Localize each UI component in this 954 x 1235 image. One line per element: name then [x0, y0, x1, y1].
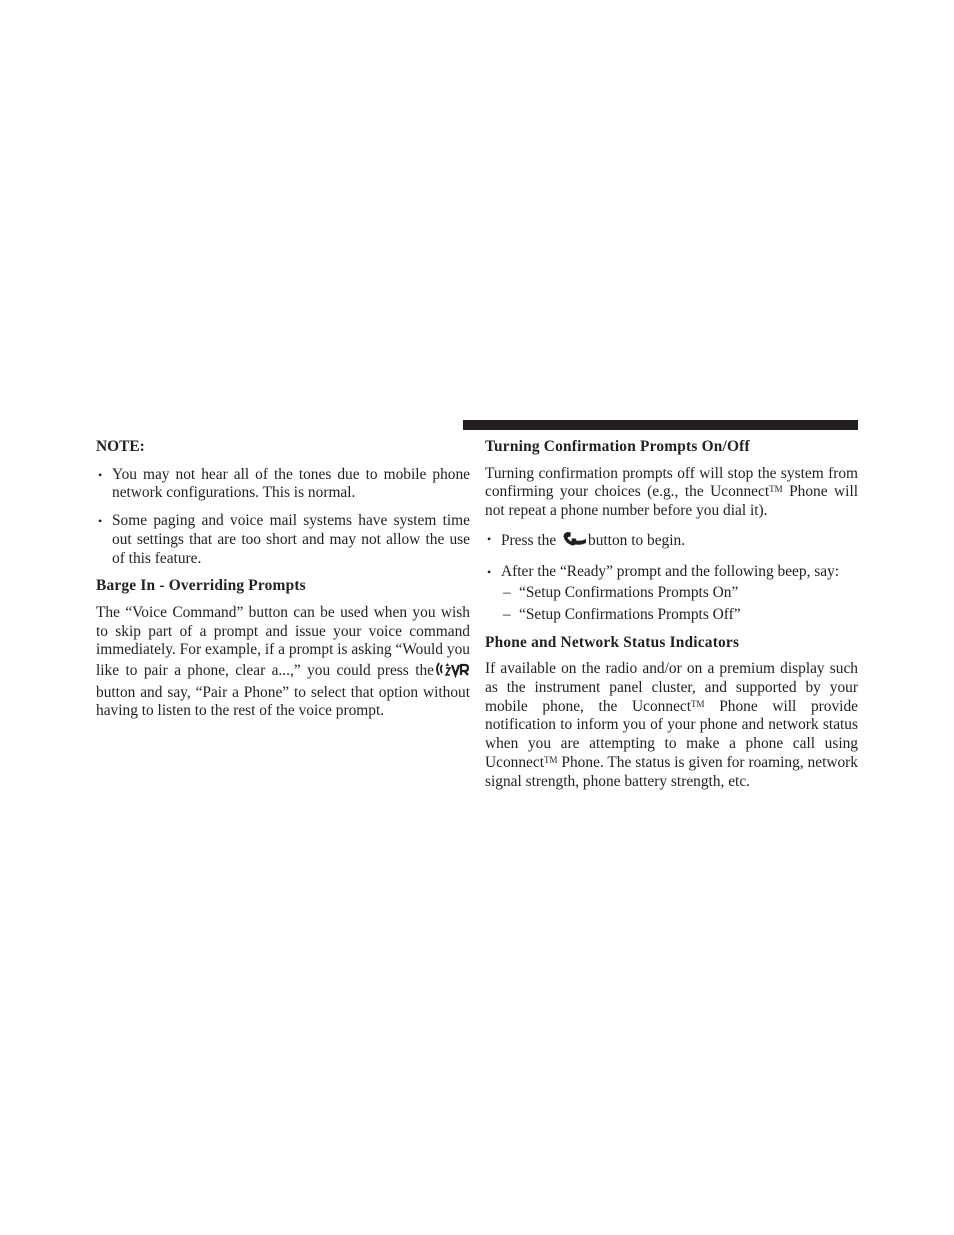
phone-handset-icon [560, 530, 588, 554]
confirm-text-2: Phone will not repeat a phone number before you dial it). [485, 483, 859, 520]
to-begin-text: button to begin. [588, 531, 686, 549]
status-text-2: Phone will provide notification to inform you of your phone and network status when you are attempting to make a phone call using Uconnect [485, 697, 858, 771]
step-after-ready: • After the “Ready” prompt and the following beep, say: [485, 563, 858, 582]
note-item-2: • Some paging and voice mail systems have system time out settings that are too short and may not allow the use of this feature. [96, 512, 470, 568]
voice-command-vr-icon [434, 660, 470, 684]
right-column [485, 438, 858, 800]
trademark-symbol: TM [769, 484, 783, 495]
trademark-symbol: TM [543, 754, 558, 765]
status-indicators-paragraph [485, 660, 858, 791]
confirmation-prompts-paragraph [485, 465, 858, 521]
note-list [96, 466, 470, 569]
confirmation-prompts-heading: Turning Confirmation Prompts On/Off [485, 438, 750, 455]
press-the-text: Press the [501, 531, 557, 549]
voice-commands-list [485, 584, 858, 624]
trademark-symbol: TM [691, 698, 705, 709]
confirmation-steps [485, 530, 858, 581]
status-text-3: Phone. The status is given for roaming, network signal strength, phone battery strength, etc. [485, 753, 858, 790]
barge-in-paragraph [96, 604, 470, 721]
status-indicators-heading: Phone and Network Status Indicators [485, 633, 740, 651]
section-header-bar [463, 420, 858, 430]
confirm-text-1: Turning confirmation prompts off will stop the system from confirming your choices (e.g., the Uconnect [485, 464, 858, 501]
step-press-phone [485, 530, 858, 554]
barge-in-text-2: button and say, “Pair a Phone” to select that option without having to listen to the rest of the voice prompt. [96, 683, 470, 720]
command-prompts-off: – “Setup Confirmations Prompts Off” [485, 606, 858, 625]
note-label: NOTE: [96, 438, 145, 455]
left-column [96, 438, 470, 730]
barge-in-heading: Barge In - Overriding Prompts [96, 577, 306, 595]
command-prompts-on: – “Setup Confirmations Prompts On” [485, 584, 858, 603]
note-item-1: • You may not hear all of the tones due to mobile phone network configurations. This is normal. [96, 466, 470, 503]
barge-in-text-1: The “Voice Command” button can be used when you wish to skip part of a prompt and issue your voice command immediately. For example, if a prompt is asking “Would you like to pair a phone, clear a...,” you could press the [96, 603, 470, 680]
status-text-1: If available on the radio and/or on a premium display such as the instrument panel cluster, and supported by your mobile phone, the Uconnect [485, 660, 858, 715]
